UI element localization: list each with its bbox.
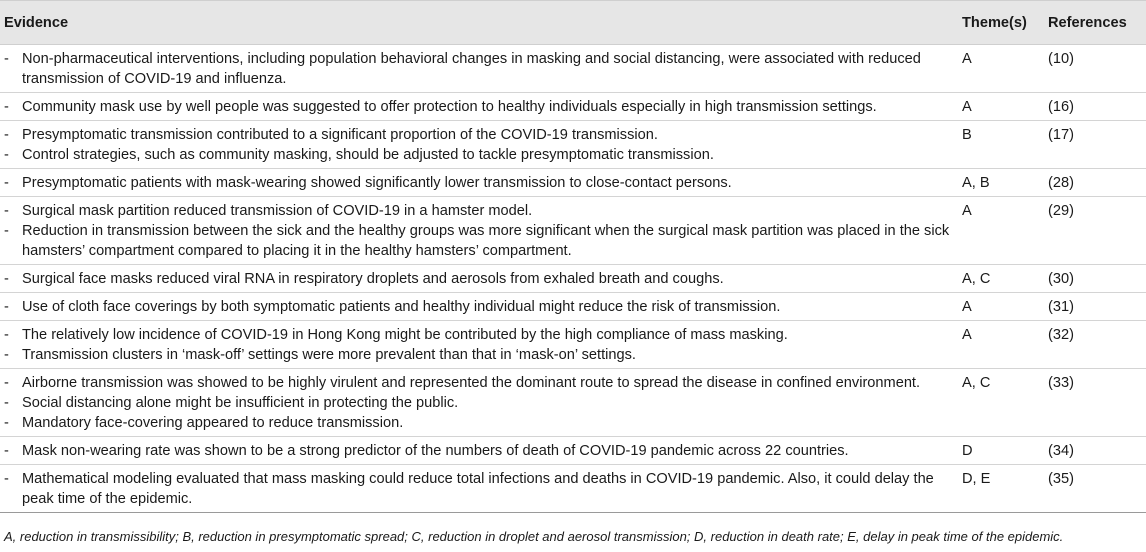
table-row	[0, 265, 1146, 293]
evidence-text: Reduction in transmission between the sick and the healthy groups was more significant when the surgical mask partition was placed in the sick hamsters’ compartment compared to placing it in the healthy hamsters’ compartment.	[22, 223, 950, 259]
evidence-text: Presymptomatic patients with mask-wearing showed significantly lower transmission to close-contact persons.	[22, 175, 732, 191]
evidence-item	[4, 441, 962, 461]
bullet-dash: -	[4, 203, 9, 219]
reference-cell: (16)	[1044, 93, 1146, 121]
header-evidence: Evidence	[0, 1, 962, 45]
evidence-item	[4, 373, 962, 393]
bullet-dash: -	[4, 443, 9, 459]
evidence-text: Social distancing alone might be insufficient in protecting the public.	[22, 395, 459, 411]
themes-cell: B	[962, 121, 1044, 169]
bullet-dash: -	[4, 175, 9, 191]
themes-cell: A	[962, 45, 1044, 93]
evidence-cell	[0, 197, 962, 265]
evidence-text: Airborne transmission was showed to be highly virulent and represented the dominant route to spread the disease in confined environment.	[22, 375, 921, 391]
themes-cell: A, C	[962, 265, 1044, 293]
evidence-item	[4, 393, 962, 413]
table-row	[0, 465, 1146, 513]
reference-cell: (32)	[1044, 321, 1146, 369]
evidence-text: Mathematical modeling evaluated that mass masking could reduce total infections and deaths in COVID-19 pandemic. Also, it could delay the peak time of the epidemic.	[22, 471, 934, 507]
evidence-cell	[0, 45, 962, 93]
reference-cell: (28)	[1044, 169, 1146, 197]
evidence-item	[4, 125, 962, 145]
reference-cell: (35)	[1044, 465, 1146, 513]
header-themes: Theme(s)	[962, 1, 1044, 45]
evidence-text: Community mask use by well people was suggested to offer protection to healthy individuals especially in high transmission settings.	[22, 99, 877, 115]
bullet-dash: -	[4, 415, 9, 431]
bullet-dash: -	[4, 147, 9, 163]
reference-cell: (17)	[1044, 121, 1146, 169]
themes-cell: A	[962, 93, 1044, 121]
reference-cell: (10)	[1044, 45, 1146, 93]
reference-cell: (34)	[1044, 437, 1146, 465]
evidence-text: Control strategies, such as community masking, should be adjusted to tackle presymptomatic transmission.	[22, 147, 714, 163]
evidence-text: Surgical mask partition reduced transmission of COVID-19 in a hamster model.	[22, 203, 533, 219]
evidence-cell	[0, 437, 962, 465]
evidence-text: Mandatory face-covering appeared to reduce transmission.	[22, 415, 404, 431]
bullet-dash: -	[4, 299, 9, 315]
table-row	[0, 321, 1146, 369]
reference-cell: (30)	[1044, 265, 1146, 293]
evidence-item	[4, 269, 962, 289]
evidence-text: Use of cloth face coverings by both symptomatic patients and healthy individual might reduce the risk of transmission.	[22, 299, 781, 315]
evidence-item	[4, 97, 962, 117]
bullet-dash: -	[4, 347, 9, 363]
evidence-cell	[0, 265, 962, 293]
evidence-text: Presymptomatic transmission contributed to a significant proportion of the COVID-19 transmission.	[22, 127, 658, 143]
themes-cell: A	[962, 321, 1044, 369]
evidence-item	[4, 297, 962, 317]
evidence-cell	[0, 321, 962, 369]
table-row	[0, 437, 1146, 465]
reference-cell: (31)	[1044, 293, 1146, 321]
evidence-text: Mask non-wearing rate was shown to be a strong predictor of the numbers of death of COVID-19 pandemic across 22 countries.	[22, 443, 849, 459]
themes-cell: A, B	[962, 169, 1044, 197]
evidence-item	[4, 469, 962, 509]
evidence-cell	[0, 369, 962, 437]
evidence-item	[4, 145, 962, 165]
evidence-item	[4, 201, 962, 221]
reference-cell: (29)	[1044, 197, 1146, 265]
themes-cell: A	[962, 197, 1044, 265]
bullet-dash: -	[4, 471, 9, 487]
evidence-cell	[0, 169, 962, 197]
evidence-cell	[0, 293, 962, 321]
bullet-dash: -	[4, 127, 9, 143]
evidence-item	[4, 221, 962, 261]
table-row	[0, 121, 1146, 169]
table-row	[0, 369, 1146, 437]
evidence-item	[4, 345, 962, 365]
table-row	[0, 45, 1146, 93]
evidence-item	[4, 49, 962, 89]
evidence-text: The relatively low incidence of COVID-19 in Hong Kong might be contributed by the high compliance of mass masking.	[22, 327, 788, 343]
bullet-dash: -	[4, 271, 9, 287]
evidence-text: Non-pharmaceutical interventions, including population behavioral changes in masking and social distancing, were associated with reduced transmission of COVID-19 and influenza.	[22, 51, 921, 87]
header-references: References	[1044, 1, 1146, 45]
evidence-item	[4, 173, 962, 193]
evidence-cell	[0, 121, 962, 169]
table-row	[0, 197, 1146, 265]
evidence-text: Transmission clusters in ‘mask-off’ settings were more prevalent than that in ‘mask-on’ settings.	[22, 347, 636, 363]
bullet-dash: -	[4, 375, 9, 391]
table-footnote: A, reduction in transmissibility; B, reduction in presymptomatic spread; C, reduction in droplet and aerosol transmission; D, reduction in death rate; E, delay in peak time of the epidemic.	[4, 529, 1064, 544]
bullet-dash: -	[4, 223, 9, 239]
bullet-dash: -	[4, 327, 9, 343]
evidence-item	[4, 325, 962, 345]
bullet-dash: -	[4, 99, 9, 115]
evidence-cell	[0, 93, 962, 121]
evidence-text: Surgical face masks reduced viral RNA in respiratory droplets and aerosols from exhaled breath and coughs.	[22, 271, 724, 287]
table-header-row	[0, 1, 1146, 45]
themes-cell: A	[962, 293, 1044, 321]
evidence-cell	[0, 465, 962, 513]
themes-cell: D	[962, 437, 1044, 465]
table-body	[0, 45, 1146, 513]
table-row	[0, 169, 1146, 197]
table-row	[0, 93, 1146, 121]
themes-cell: D, E	[962, 465, 1044, 513]
table-row	[0, 293, 1146, 321]
bullet-dash: -	[4, 51, 9, 67]
themes-cell: A, C	[962, 369, 1044, 437]
evidence-item	[4, 413, 962, 433]
reference-cell: (33)	[1044, 369, 1146, 437]
bullet-dash: -	[4, 395, 9, 411]
